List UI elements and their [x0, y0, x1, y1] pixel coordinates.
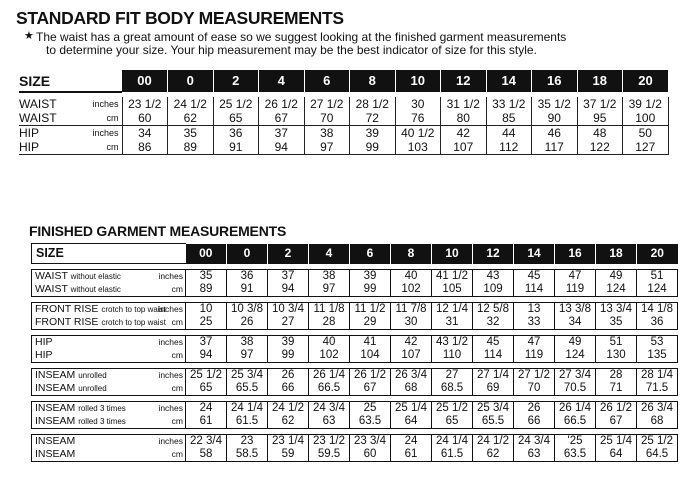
note-line-1: The waist has a great amount of ease so we suggest looking at the finished garment measurements [36, 30, 567, 44]
value-cell: 85 [486, 111, 532, 126]
value-cell: 26 [268, 369, 309, 383]
row-unit: inches [92, 128, 119, 138]
row-label-sub: rolled 3 times [78, 404, 126, 413]
row-label [32, 316, 166, 330]
row-label-main: INSEAM [35, 369, 76, 381]
value-cell: 119 [555, 283, 596, 297]
value-cell: 58 [186, 448, 227, 462]
value-cell: 100 [623, 111, 669, 126]
size-header-cell: 2 [268, 244, 309, 264]
row-label-main: INSEAM [35, 402, 76, 414]
table-row [32, 349, 678, 363]
value-cell: 37 [259, 126, 305, 141]
row-label-main: HIP [35, 349, 53, 361]
value-cell: 65.5 [227, 382, 268, 396]
value-cell: 25 1/2 [213, 97, 259, 111]
value-cell: 71 [596, 382, 637, 396]
value-cell: 25 1/2 [637, 435, 678, 449]
value-cell: 33 1/2 [486, 97, 532, 111]
table-row [32, 448, 678, 462]
value-cell: 26 [227, 316, 268, 330]
value-cell: 102 [391, 283, 432, 297]
row-label: WAIST [19, 97, 57, 111]
value-cell: 23 1/2 [309, 435, 350, 449]
value-cell: 42 [441, 126, 487, 141]
table-row [32, 402, 678, 416]
value-cell: 112 [486, 140, 532, 155]
value-cell: '25 [555, 435, 596, 449]
value-cell: 66 [514, 415, 555, 429]
table-row [32, 369, 678, 383]
value-cell: 24 3/4 [514, 435, 555, 449]
row-label: WAIST [19, 111, 77, 126]
value-cell: 41 1/2 [432, 270, 473, 284]
value-cell: 107 [391, 349, 432, 363]
size-header-cell: 10 [395, 70, 441, 92]
value-cell: 47 [514, 336, 555, 350]
value-cell: 91 [227, 283, 268, 297]
value-cell: 35 1/2 [532, 97, 578, 111]
value-cell: 35 [596, 316, 637, 330]
value-cell: 28 [596, 369, 637, 383]
value-cell: 36 [637, 316, 678, 330]
value-cell: 72 [350, 111, 396, 126]
table-row [19, 126, 668, 141]
value-cell: 105 [432, 283, 473, 297]
value-cell: 25 3/4 [473, 402, 514, 416]
value-cell: 26 3/4 [391, 369, 432, 383]
value-cell: 24 [186, 402, 227, 416]
value-cell: 94 [186, 349, 227, 363]
value-cell: 27 1/2 [304, 97, 350, 111]
value-cell: 124 [596, 283, 637, 297]
value-cell: 63.5 [350, 415, 391, 429]
value-cell: 107 [441, 140, 487, 155]
size-header-cell: 00 [186, 244, 227, 264]
value-cell: 65 [186, 382, 227, 396]
value-cell: 64.5 [637, 448, 678, 462]
value-cell: 37 [186, 336, 227, 350]
row-label-main: INSEAM [35, 415, 76, 427]
row-label: HIP [19, 126, 40, 140]
row-label-main: HIP [35, 336, 53, 348]
star-icon: ★ [24, 30, 34, 42]
value-cell: 29 [350, 316, 391, 330]
row-label [32, 270, 154, 284]
value-cell: 70.5 [555, 382, 596, 396]
value-cell: 12 5/8 [473, 303, 514, 317]
value-cell: 61 [391, 448, 432, 462]
value-cell: 25 1/2 [432, 402, 473, 416]
value-cell: 61.5 [432, 448, 473, 462]
row-label-main: INSEAM [35, 382, 76, 394]
value-cell: 26 1/2 [350, 369, 391, 383]
table-row [19, 97, 668, 111]
value-cell: 127 [623, 140, 669, 155]
value-cell: 23 1/4 [268, 435, 309, 449]
size-header-cell: 6 [350, 244, 391, 264]
value-cell: 86 [122, 140, 168, 155]
value-cell: 67 [350, 382, 391, 396]
value-cell: 34 [122, 126, 168, 141]
value-cell: 99 [350, 140, 396, 155]
value-cell: 66 [268, 382, 309, 396]
value-cell: 39 [268, 336, 309, 350]
row-label-sub: unrolled [78, 371, 107, 380]
size-header-row [32, 244, 678, 264]
row-label-main: FRONT RISE [35, 303, 99, 315]
size-header-row [19, 70, 668, 92]
value-cell: 70 [514, 382, 555, 396]
row-unit: cm [154, 316, 186, 330]
row-label [32, 415, 154, 429]
value-cell: 38 [309, 270, 350, 284]
value-cell: 25 3/4 [227, 369, 268, 383]
value-cell: 24 1/4 [227, 402, 268, 416]
value-cell: 50 [623, 126, 669, 141]
row-label [32, 369, 154, 383]
value-cell: 103 [395, 140, 441, 155]
value-cell: 69 [473, 382, 514, 396]
value-cell: 26 1/2 [596, 402, 637, 416]
size-header-cell: 16 [555, 244, 596, 264]
value-cell: 95 [577, 111, 623, 126]
size-header-cell: 16 [532, 70, 578, 92]
row-unit: cm [154, 382, 186, 396]
row-unit: inches [154, 270, 186, 284]
value-cell: 24 [391, 435, 432, 449]
value-cell: 65 [432, 415, 473, 429]
value-cell: 25 1/2 [186, 369, 227, 383]
value-cell: 61 [186, 415, 227, 429]
value-cell: 97 [227, 349, 268, 363]
value-cell: 22 3/4 [186, 435, 227, 449]
value-cell: 25 1/4 [596, 435, 637, 449]
value-cell: 31 [432, 316, 473, 330]
value-cell: 11 1/8 [309, 303, 350, 317]
value-cell: 62 [268, 415, 309, 429]
value-cell: 26 [514, 402, 555, 416]
value-cell: 35 [186, 270, 227, 284]
value-cell: 28 1/2 [350, 97, 396, 111]
value-cell: 59 [268, 448, 309, 462]
value-cell: 26 1/4 [555, 402, 596, 416]
value-cell: 66.5 [555, 415, 596, 429]
garment-measurements-table [31, 243, 678, 462]
value-cell: 45 [514, 270, 555, 284]
value-cell: 61.5 [227, 415, 268, 429]
value-cell: 59.5 [309, 448, 350, 462]
value-cell: 114 [473, 349, 514, 363]
value-cell: 64 [596, 448, 637, 462]
row-unit: cm [77, 140, 122, 155]
value-cell: 65.5 [473, 415, 514, 429]
value-cell: 90 [532, 111, 578, 126]
value-cell: 67 [596, 415, 637, 429]
size-header-label: SIZE [32, 244, 186, 264]
value-cell: 124 [555, 349, 596, 363]
size-header-cell: 00 [122, 70, 168, 92]
value-cell: 30 [391, 316, 432, 330]
value-cell: 51 [596, 336, 637, 350]
value-cell: 63.5 [555, 448, 596, 462]
value-cell: 31 1/2 [441, 97, 487, 111]
value-cell: 124 [637, 283, 678, 297]
row-label-main: INSEAM [35, 448, 76, 460]
size-header-cell: 14 [514, 244, 555, 264]
value-cell: 23 3/4 [350, 435, 391, 449]
value-cell: 80 [441, 111, 487, 126]
row-label [32, 435, 154, 449]
size-header-cell: 2 [213, 70, 259, 92]
table-row [19, 140, 668, 155]
value-cell: 27 1/2 [514, 369, 555, 383]
row-unit: cm [154, 283, 186, 297]
value-cell: 33 [514, 316, 555, 330]
value-cell: 97 [309, 283, 350, 297]
value-cell: 119 [514, 349, 555, 363]
value-cell: 40 1/2 [395, 126, 441, 141]
value-cell: 24 1/2 [473, 435, 514, 449]
row-unit: inches [154, 435, 186, 449]
row-label-main: INSEAM [35, 435, 76, 447]
value-cell: 49 [596, 270, 637, 284]
table-row [32, 435, 678, 449]
row-unit: cm [154, 415, 186, 429]
value-cell: 68 [391, 382, 432, 396]
value-cell: 49 [555, 336, 596, 350]
value-cell: 14 1/8 [637, 303, 678, 317]
value-cell: 39 [350, 126, 396, 141]
size-header-cell: 0 [227, 244, 268, 264]
row-unit: cm [154, 349, 186, 363]
row-unit: inches [154, 303, 186, 317]
value-cell: 24 1/4 [432, 435, 473, 449]
value-cell: 91 [213, 140, 259, 155]
value-cell: 65 [213, 111, 259, 126]
body-measurements-table [19, 70, 669, 155]
row-label [32, 382, 154, 396]
value-cell: 13 3/8 [555, 303, 596, 317]
row-unit: inches [154, 336, 186, 350]
value-cell: 27 3/4 [555, 369, 596, 383]
value-cell: 26 3/4 [637, 402, 678, 416]
body-measurements-title: STANDARD FIT BODY MEASUREMENTS [16, 8, 344, 28]
size-header-cell: 20 [637, 244, 678, 264]
value-cell: 34 [555, 316, 596, 330]
value-cell: 76 [395, 111, 441, 126]
note-line-2: to determine your size. Your hip measurement may be the best indicator of size for this style. [46, 43, 537, 57]
row-label-main: WAIST [35, 270, 68, 282]
value-cell: 30 [395, 97, 441, 111]
value-cell: 47 [555, 270, 596, 284]
value-cell: 40 [391, 270, 432, 284]
value-cell: 109 [473, 283, 514, 297]
row-label [32, 349, 154, 363]
value-cell: 45 [473, 336, 514, 350]
value-cell: 117 [532, 140, 578, 155]
size-header-cell: 10 [432, 244, 473, 264]
size-header-cell: 6 [304, 70, 350, 92]
value-cell: 10 3/4 [268, 303, 309, 317]
value-cell: 99 [268, 349, 309, 363]
value-cell: 27 1/4 [473, 369, 514, 383]
row-unit: cm [77, 111, 122, 126]
row-label [32, 336, 154, 350]
value-cell: 68.5 [432, 382, 473, 396]
row-label [32, 402, 154, 416]
value-cell: 53 [637, 336, 678, 350]
value-cell: 28 [309, 316, 350, 330]
value-cell: 64 [391, 415, 432, 429]
row-label-sub: without elastic [70, 285, 121, 294]
row-label-main: WAIST [35, 283, 68, 295]
value-cell: 38 [227, 336, 268, 350]
table-row [32, 415, 678, 429]
value-cell: 89 [186, 283, 227, 297]
value-cell: 25 1/4 [391, 402, 432, 416]
value-cell: 26 1/4 [309, 369, 350, 383]
value-cell: 114 [514, 283, 555, 297]
value-cell: 58.5 [227, 448, 268, 462]
row-label [32, 283, 154, 297]
value-cell: 135 [637, 349, 678, 363]
size-header-cell: 4 [259, 70, 305, 92]
value-cell: 66.5 [309, 382, 350, 396]
fit-note [24, 30, 567, 57]
size-header-cell: 8 [391, 244, 432, 264]
value-cell: 43 [473, 270, 514, 284]
value-cell: 13 3/4 [596, 303, 637, 317]
value-cell: 97 [304, 140, 350, 155]
table-row [19, 111, 668, 126]
table-row [32, 283, 678, 297]
size-header-cell: 20 [623, 70, 669, 92]
value-cell: 39 1/2 [623, 97, 669, 111]
value-cell: 63 [309, 415, 350, 429]
table-row [32, 303, 678, 317]
row-label-sub: rolled 3 times [78, 417, 126, 426]
size-header-cell: 12 [473, 244, 514, 264]
value-cell: 68 [637, 415, 678, 429]
row-label-sub: unrolled [78, 384, 107, 393]
value-cell: 37 1/2 [577, 97, 623, 111]
value-cell: 26 1/2 [259, 97, 305, 111]
row-unit: inches [154, 402, 186, 416]
value-cell: 62 [168, 111, 214, 126]
size-header-cell: 18 [577, 70, 623, 92]
value-cell: 60 [122, 111, 168, 126]
size-header-cell: 14 [486, 70, 532, 92]
size-header-label: SIZE [19, 70, 122, 92]
value-cell: 27 [268, 316, 309, 330]
size-header-cell: 12 [441, 70, 487, 92]
value-cell: 130 [596, 349, 637, 363]
value-cell: 23 1/2 [122, 97, 168, 111]
value-cell: 37 [268, 270, 309, 284]
size-header-cell: 18 [596, 244, 637, 264]
value-cell: 94 [268, 283, 309, 297]
value-cell: 89 [168, 140, 214, 155]
row-unit: inches [154, 369, 186, 383]
value-cell: 32 [473, 316, 514, 330]
value-cell: 11 7/8 [391, 303, 432, 317]
size-header-cell: 4 [309, 244, 350, 264]
value-cell: 39 [350, 270, 391, 284]
value-cell: 36 [227, 270, 268, 284]
value-cell: 13 [514, 303, 555, 317]
value-cell: 51 [637, 270, 678, 284]
row-label-sub: crotch to top waist [101, 318, 166, 327]
value-cell: 48 [577, 126, 623, 141]
row-label-main: FRONT RISE [35, 316, 99, 328]
value-cell: 62 [473, 448, 514, 462]
row-label [32, 448, 154, 462]
value-cell: 27 [432, 369, 473, 383]
value-cell: 25 [350, 402, 391, 416]
value-cell: 60 [350, 448, 391, 462]
row-unit: cm [154, 448, 186, 462]
row-label-sub: crotch to top waist [101, 305, 166, 314]
value-cell: 63 [514, 448, 555, 462]
row-label: HIP [19, 140, 77, 155]
value-cell: 71.5 [637, 382, 678, 396]
value-cell: 24 1/2 [168, 97, 214, 111]
value-cell: 10 [186, 303, 227, 317]
value-cell: 42 [391, 336, 432, 350]
value-cell: 40 [309, 336, 350, 350]
value-cell: 102 [309, 349, 350, 363]
value-cell: 35 [168, 126, 214, 141]
value-cell: 104 [350, 349, 391, 363]
value-cell: 38 [304, 126, 350, 141]
row-unit: inches [92, 99, 119, 109]
value-cell: 11 1/2 [350, 303, 391, 317]
value-cell: 25 [186, 316, 227, 330]
value-cell: 70 [304, 111, 350, 126]
table-row [32, 336, 678, 350]
table-row [32, 270, 678, 284]
value-cell: 44 [486, 126, 532, 141]
value-cell: 41 [350, 336, 391, 350]
value-cell: 43 1/2 [432, 336, 473, 350]
size-header-cell: 8 [350, 70, 396, 92]
value-cell: 122 [577, 140, 623, 155]
value-cell: 23 [227, 435, 268, 449]
size-header-cell: 0 [168, 70, 214, 92]
table-row [32, 316, 678, 330]
value-cell: 110 [432, 349, 473, 363]
value-cell: 36 [213, 126, 259, 141]
value-cell: 24 1/2 [268, 402, 309, 416]
table-row [32, 382, 678, 396]
row-label [32, 303, 166, 317]
value-cell: 99 [350, 283, 391, 297]
value-cell: 94 [259, 140, 305, 155]
value-cell: 28 1/4 [637, 369, 678, 383]
row-label-sub: without elastic [70, 272, 121, 281]
value-cell: 24 3/4 [309, 402, 350, 416]
value-cell: 10 3/8 [227, 303, 268, 317]
value-cell: 46 [532, 126, 578, 141]
value-cell: 67 [259, 111, 305, 126]
value-cell: 12 1/4 [432, 303, 473, 317]
garment-measurements-title: FINISHED GARMENT MEASUREMENTS [29, 223, 287, 239]
